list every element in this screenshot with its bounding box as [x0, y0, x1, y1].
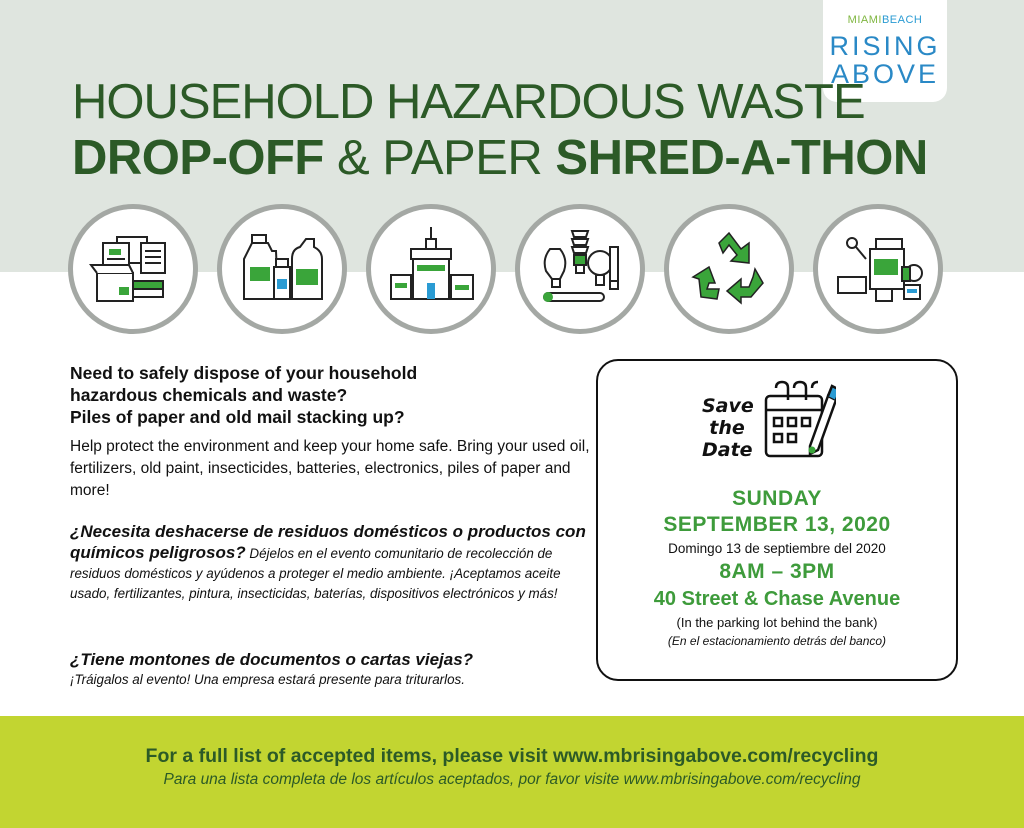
event-location-note-spanish: (En el estacionamiento detrás del banco): [667, 634, 887, 648]
event-day: SUNDAY: [732, 487, 822, 510]
title-drop-off: DROP-OFF: [72, 131, 324, 185]
date-word: Date: [702, 439, 753, 461]
papers-boxes-icon: [68, 204, 198, 334]
english-body: Help protect the environment and keep your home safe. Bring your used oil, fertilizers, old paint, insecticides, batteries, electronics, piles of paper and more!: [70, 438, 590, 499]
event-location-note: (In the parking lot behind the bank): [676, 615, 878, 630]
title-line-2: [72, 130, 928, 186]
title-line-1: HOUSEHOLD HAZARDOUS WASTE: [72, 75, 865, 129]
footer-spanish: Para una lista completa de los artículos aceptados, por favor visite www.mbrisingabove.com/recycling: [163, 771, 861, 788]
english-heading-line-2: hazardous chemicals and waste?: [70, 385, 348, 405]
spanish-paragraph-1: [70, 522, 590, 604]
save-word: Save: [702, 395, 754, 417]
the-word: the: [709, 417, 745, 439]
event-time: 8AM – 3PM: [719, 560, 835, 583]
event-date: SEPTEMBER 13, 2020: [663, 513, 891, 536]
logo-miami: MIAMI: [847, 14, 882, 26]
english-heading-line-1: Need to safely dispose of your household: [70, 363, 418, 383]
save-the-date-text: [702, 395, 752, 461]
spanish-heading-1: ¿Necesita deshacerse de residuos domésticos o productos con químicos peligrosos?: [70, 522, 586, 562]
batteries-electronics-icon: [366, 204, 496, 334]
spanish-body-1: Déjelos en el evento comunitario de recolección de residuos domésticos y ayúdenos a proteger el medio ambiente. ¡Aceptamos aceite usado, fertilizantes, pintura, insecticidas, baterías, dispositivos electrónicos y más!: [70, 546, 561, 601]
english-heading: [70, 362, 590, 428]
event-location: 40 Street & Chase Avenue: [653, 588, 901, 610]
event-date-spanish: Domingo 13 de septiembre del 2020: [668, 541, 886, 556]
title-paper: & PAPER: [323, 131, 556, 185]
logo-beach: BEACH: [881, 14, 923, 26]
recycle-icon: [664, 204, 794, 334]
spanish-heading-2: ¿Tiene montones de documentos o cartas viejas?: [70, 650, 474, 669]
lightbulbs-thermometer-icon: [515, 204, 645, 334]
logo-above: ABOVE: [830, 59, 940, 89]
english-heading-line-3: Piles of paper and old mail stacking up?: [70, 407, 405, 427]
cans-metal-icon: [813, 204, 943, 334]
logo-rising: RISING: [829, 31, 941, 61]
calendar-pencil-icon: [762, 376, 836, 468]
spanish-body-2: ¡Tráigalos al evento! Una empresa estará presente para triturarlos.: [70, 672, 465, 687]
chemical-bottles-icon: [217, 204, 347, 334]
title-shred-a-thon: SHRED-A-THON: [555, 131, 928, 185]
footer-english: For a full list of accepted items, please visit www.mbrisingabove.com/recycling: [145, 745, 879, 767]
logo-brand: [823, 14, 947, 26]
